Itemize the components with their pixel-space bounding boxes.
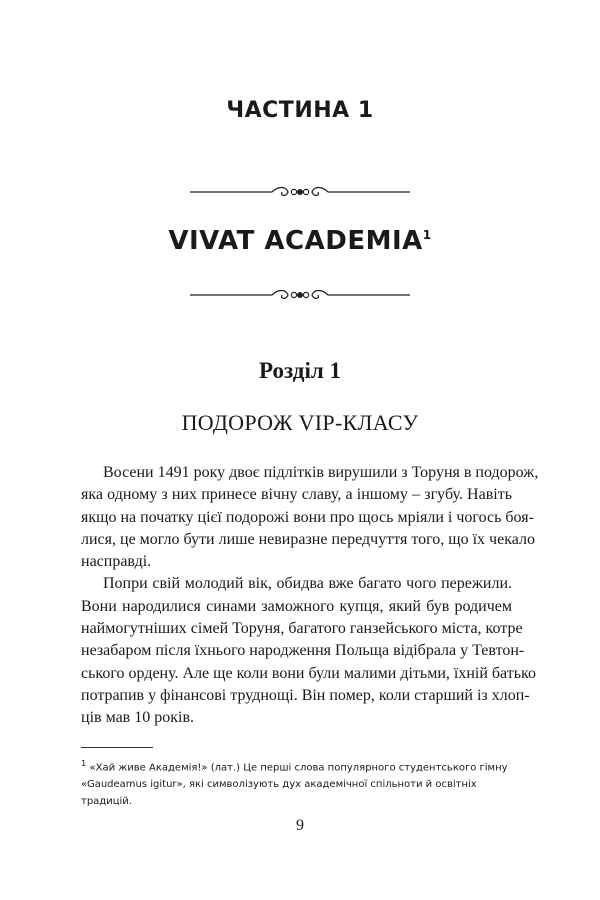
footnote-marker: 1 xyxy=(81,758,87,768)
body-line: незабаром після їхнього народження Польща відібрала у Тевтон- xyxy=(81,642,525,660)
body-line: лися, це могло бути лише невиразне передчуття того, що їх чекало xyxy=(81,530,535,548)
body-line: ського ордену. Але ще коли вони були малими дітьми, їхній батько xyxy=(81,664,536,682)
footnote xyxy=(81,755,521,810)
footnote-line-2: «Gaudeamus igitur», які символізують дух академічної спільноти й освітніх традицій. xyxy=(81,779,477,808)
body-line: ців мав 10 років. xyxy=(81,709,195,727)
footnote-line-1: «Хай живе Академія!» (лат.) Це перші слова популярного студентського гімну xyxy=(89,762,508,774)
bottom-ornament-divider xyxy=(190,287,410,303)
body-text xyxy=(81,462,539,730)
body-line: Вони народилися синами заможного купця, який був родичем xyxy=(81,597,512,615)
book-title-text: VIVAT ACADEMIA xyxy=(168,226,423,256)
chapter-title: ПОДОРОЖ VIP-КЛАСУ xyxy=(181,410,419,435)
footnote-reference: 1 xyxy=(422,228,432,242)
body-line: Попри свій молодий вік, обидва вже багато чого пережили. xyxy=(103,575,512,593)
body-line: Восени 1491 року двоє підлітків вирушили з Торуня в подорож, xyxy=(103,464,539,481)
body-line: яка одному з них принесе вічну славу, а іншому – згубу. Навіть xyxy=(81,486,512,504)
page-number: 9 xyxy=(296,817,304,834)
top-ornament-divider xyxy=(190,184,410,200)
body-line: наймогутніших сімей Торуня, багатого ганзейського міста, котре xyxy=(81,620,523,638)
part-heading: ЧАСТИНА 1 xyxy=(226,98,374,123)
book-title xyxy=(0,226,600,256)
body-line: якщо на початку цієї подорожі вони про щось мріяли і чогось боя- xyxy=(81,508,534,526)
footnote-line xyxy=(81,755,521,776)
chapter-number: Розділ 1 xyxy=(259,358,341,383)
footnote-divider xyxy=(81,747,153,748)
body-line: насправді. xyxy=(81,553,152,571)
body-line: потрапив у фінансові труднощі. Він помер, коли старший із хлоп- xyxy=(81,686,530,704)
